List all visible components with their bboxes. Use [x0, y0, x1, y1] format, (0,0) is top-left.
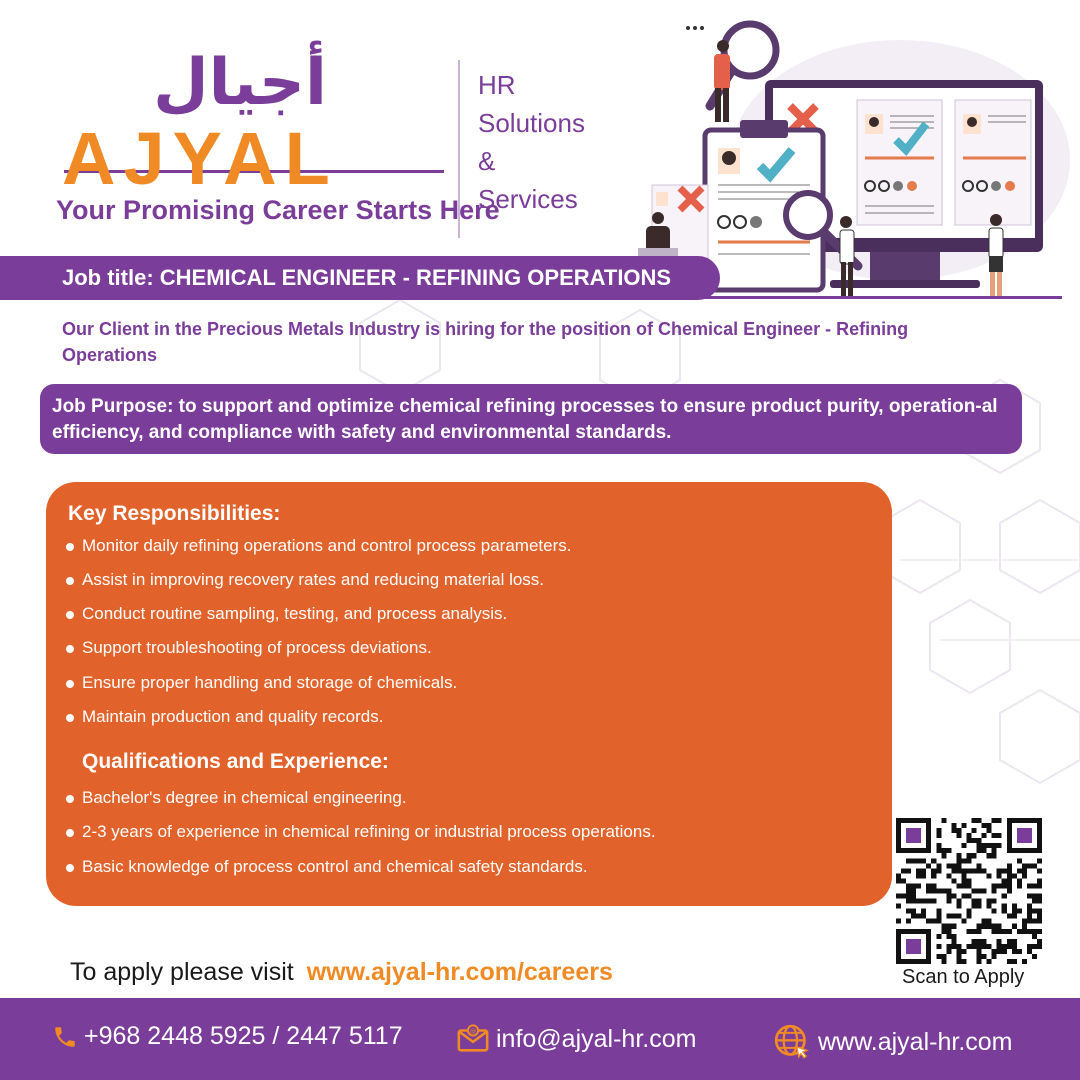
- responsibility-item: [66, 707, 383, 727]
- qualifications-heading: Qualifications and Experience:: [82, 750, 389, 773]
- responsibility-item: [66, 536, 571, 556]
- responsibility-text: Maintain production and quality records.: [82, 707, 384, 726]
- job-title: Job title: CHEMICAL ENGINEER - REFINING OPERATIONS: [62, 265, 672, 290]
- logo-side-line-2: Solutions: [478, 108, 585, 138]
- qualification-item: [66, 788, 407, 808]
- tagline: Your Promising Career Starts Here: [56, 195, 500, 225]
- responsibility-item: [66, 673, 457, 693]
- job-intro: Our Client in the Precious Metals Industry is hiring for the position of Chemical Engineer - Refining Operations: [62, 319, 909, 365]
- bullet-dot: [66, 680, 74, 688]
- responsibility-text: Ensure proper handling and storage of chemicals.: [82, 673, 458, 692]
- logo-side-line-3: & Services: [478, 146, 578, 214]
- logo-side-line-1: HR: [478, 70, 516, 100]
- responsibility-item: [66, 604, 507, 624]
- responsibility-text: Conduct routine sampling, testing, and process analysis.: [82, 604, 508, 623]
- email-address: info@ajyal-hr.com: [496, 1024, 697, 1053]
- bullet-dot: [66, 714, 74, 722]
- bullet-dot: [66, 645, 74, 653]
- responsibility-item: [66, 570, 544, 590]
- footer-email[interactable]: [456, 1022, 696, 1056]
- qualification-text: 2-3 years of experience in chemical refining or industrial process operations.: [82, 822, 656, 841]
- responsibility-text: Assist in improving recovery rates and reducing material loss.: [82, 570, 545, 589]
- bullet-dot: [66, 543, 74, 551]
- qualification-text: Basic knowledge of process control and chemical safety standards.: [82, 857, 588, 876]
- qualification-item: [66, 857, 588, 877]
- footer-phone[interactable]: [52, 1022, 403, 1051]
- website-url: www.ajyal-hr.com: [818, 1027, 1013, 1056]
- bullet-dot: [66, 577, 74, 585]
- qualification-text: Bachelor's degree in chemical engineering.: [82, 788, 407, 807]
- svg-text:@: @: [469, 1026, 477, 1035]
- qr-caption: Scan to Apply: [902, 966, 1025, 988]
- logo-latin-text: AJYAL: [62, 117, 338, 200]
- bullet-dot: [66, 611, 74, 619]
- bullet-dot: [66, 829, 74, 837]
- bullet-dot: [66, 795, 74, 803]
- responsibility-text: Monitor daily refining operations and control process parameters.: [82, 536, 572, 555]
- apply-line: [70, 958, 613, 987]
- responsibility-text: Support troubleshooting of process deviations.: [82, 638, 432, 657]
- qualification-item: [66, 822, 656, 842]
- phone-number: +968 2448 5925 / 2447 5117: [84, 1022, 403, 1050]
- logo-arabic-text: أجيال: [153, 46, 327, 120]
- email-icon: [456, 1022, 490, 1056]
- job-purpose-box: [40, 384, 1022, 454]
- job-title-bar: [0, 256, 720, 300]
- contact-footer: [0, 998, 1080, 1080]
- responsibilities-box: [46, 482, 892, 906]
- qr-code[interactable]: [896, 818, 1042, 964]
- responsibilities-heading: Key Responsibilities:: [68, 502, 281, 525]
- globe-icon: [772, 1022, 812, 1062]
- bullet-dot: [66, 864, 74, 872]
- phone-icon: [52, 1024, 78, 1050]
- job-purpose: Job Purpose: to support and optimize chemical refining processes to ensure product purity, operation-al efficiency, and compliance with safety and environmental standards.: [52, 396, 998, 443]
- careers-link[interactable]: www.ajyal-hr.com/careers: [306, 958, 613, 986]
- responsibility-item: [66, 638, 432, 658]
- footer-website[interactable]: [772, 1022, 1013, 1062]
- apply-text: To apply please visit: [70, 958, 294, 986]
